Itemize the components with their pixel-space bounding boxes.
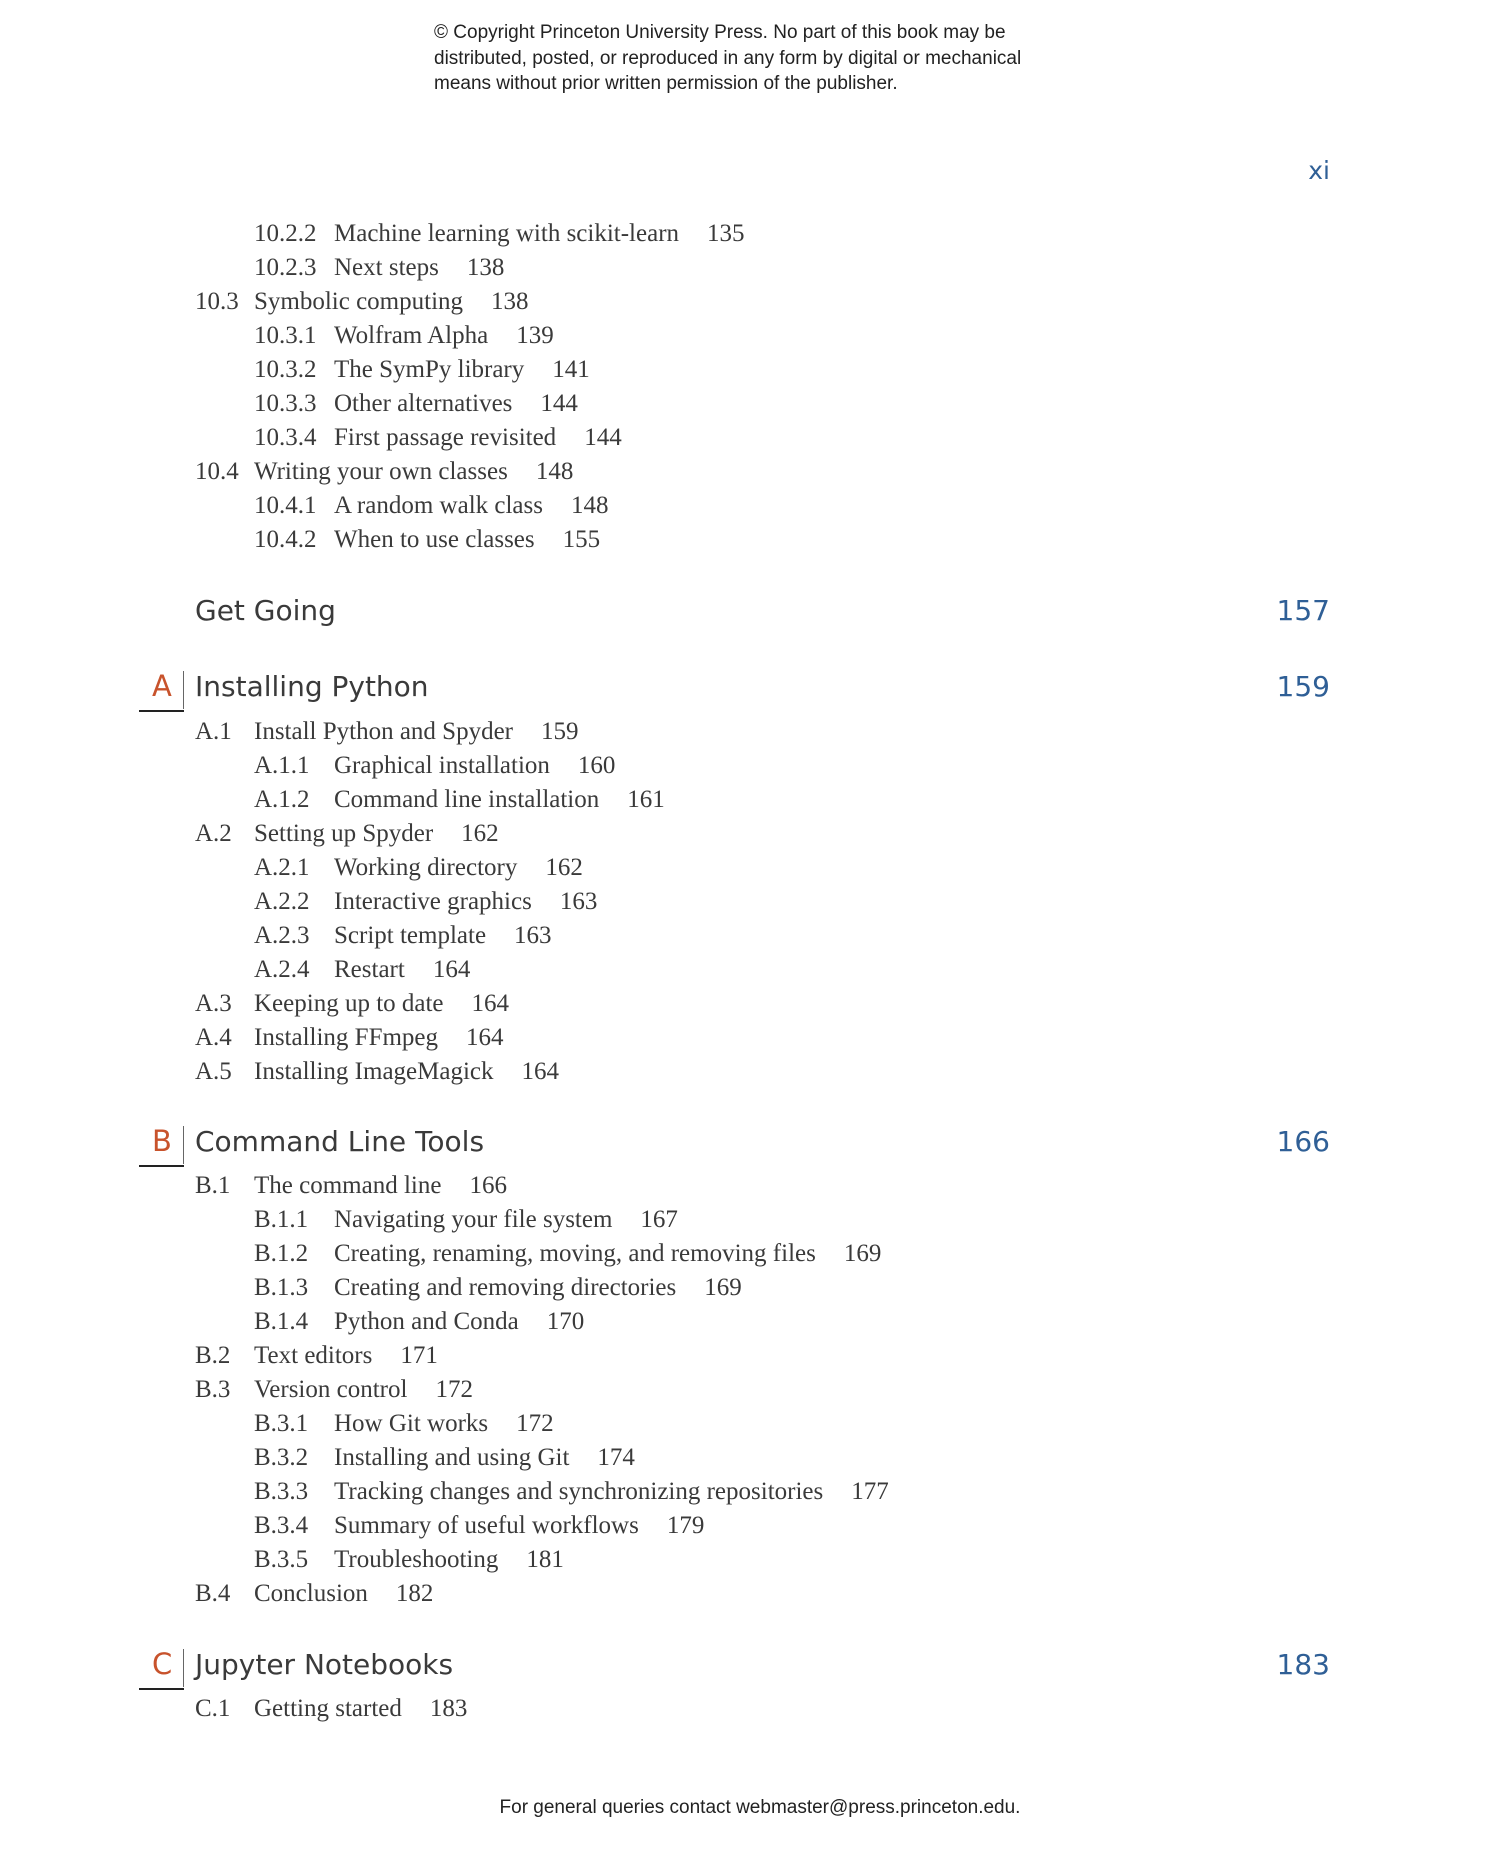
entry-title: Writing your own classes [254, 458, 508, 485]
toc-entry[interactable] [195, 1171, 507, 1201]
entry-number: 10.2.2 [254, 220, 317, 247]
entry-page: 170 [546, 1308, 585, 1335]
toc-entry[interactable] [254, 955, 470, 985]
entry-number: B.3.3 [254, 1478, 309, 1505]
entry-number: C.1 [195, 1695, 231, 1722]
entry-page: 172 [435, 1376, 473, 1403]
entry-title: Text editors [254, 1342, 373, 1369]
entry-page: 164 [471, 990, 510, 1017]
toc-entry[interactable] [254, 389, 578, 419]
toc-chapter-c[interactable] [137, 1645, 1330, 1689]
entry-number: A.3 [195, 990, 232, 1017]
entry-number: B.1 [195, 1172, 231, 1199]
toc-entry[interactable] [254, 491, 608, 521]
entry-page: 164 [466, 1024, 504, 1051]
entry-page: 164 [432, 956, 471, 983]
entry-number: B.2 [195, 1342, 231, 1369]
entry-page: 172 [516, 1410, 554, 1437]
copyright-notice [434, 20, 1134, 97]
entry-page: 144 [584, 424, 622, 451]
entry-number: 10.3.4 [254, 424, 317, 451]
entry-title: Navigating your file system [334, 1206, 613, 1233]
toc-entry[interactable] [254, 887, 597, 917]
toc-entry[interactable] [254, 751, 615, 781]
entry-title: Tracking changes and synchronizing repositories [334, 1478, 824, 1505]
toc-entry[interactable] [254, 1205, 678, 1235]
entry-page: 138 [466, 254, 505, 281]
toc-entry[interactable] [195, 1375, 473, 1405]
entry-page: 174 [597, 1444, 635, 1471]
entry-page: 138 [491, 288, 529, 315]
entry-number: B.1.4 [254, 1308, 309, 1335]
entry-number: 10.3 [195, 288, 239, 315]
entry-number: 10.3.2 [254, 356, 317, 383]
entry-page: 183 [429, 1695, 468, 1722]
entry-page: 148 [570, 492, 609, 519]
entry-number: B.4 [195, 1580, 231, 1607]
entry-title: The SymPy library [334, 356, 525, 383]
entry-title: Working directory [334, 854, 518, 881]
entry-title: Installing ImageMagick [254, 1058, 494, 1085]
entry-title: Machine learning with scikit-learn [334, 220, 680, 247]
entry-page: 162 [545, 854, 583, 881]
toc-chapter-a[interactable] [137, 667, 1330, 711]
toc-entry[interactable] [195, 1341, 438, 1371]
entry-number: B.1.1 [254, 1206, 309, 1233]
entry-number: A.2 [195, 820, 232, 847]
toc-entry[interactable] [195, 989, 509, 1019]
entry-title: First passage revisited [334, 424, 557, 451]
entry-title: Graphical installation [334, 752, 550, 779]
toc-entry[interactable] [195, 1579, 433, 1609]
toc-entry[interactable] [254, 1545, 564, 1575]
chapter-title: Jupyter Notebooks [195, 1648, 454, 1681]
entry-number: A.4 [195, 1024, 232, 1051]
entry-title: Script template [334, 922, 487, 949]
entry-page: 169 [843, 1240, 882, 1267]
entry-page: 164 [521, 1058, 560, 1085]
toc-entry[interactable] [254, 525, 600, 555]
entry-title: When to use classes [334, 526, 535, 553]
entry-title: Next steps [334, 254, 439, 281]
chapter-letter: B [152, 1124, 172, 1158]
entry-title: Python and Conda [334, 1308, 519, 1335]
entry-title: Setting up Spyder [254, 820, 434, 847]
entry-number: A.1 [195, 718, 232, 745]
entry-number: B.3.5 [254, 1546, 309, 1573]
entry-page: 181 [526, 1546, 564, 1573]
entry-number: 10.4.2 [254, 526, 317, 553]
entry-page: 148 [535, 458, 574, 485]
entry-page: 141 [552, 356, 590, 383]
toc-entry[interactable] [254, 1273, 742, 1303]
entry-number: A.2.2 [254, 888, 310, 915]
entry-number: B.1.2 [254, 1240, 309, 1267]
entry-title: Summary of useful workflows [334, 1512, 639, 1539]
entry-number: A.1.2 [254, 786, 310, 813]
entry-number: A.2.3 [254, 922, 310, 949]
entry-page: 169 [704, 1274, 742, 1301]
toc-entry[interactable] [195, 1023, 504, 1053]
toc-entry[interactable] [195, 819, 499, 849]
entry-page: 171 [400, 1342, 438, 1369]
entry-page: 167 [640, 1206, 678, 1233]
entry-number: A.1.1 [254, 752, 310, 779]
entry-title: A random walk class [334, 492, 543, 519]
entry-number: 10.3.1 [254, 322, 317, 349]
entry-page: 177 [851, 1478, 889, 1505]
entry-title: Keeping up to date [254, 990, 444, 1017]
entry-page: 166 [469, 1172, 507, 1199]
chapter-page: 183 [1276, 1648, 1330, 1681]
chapter-title: Command Line Tools [195, 1125, 485, 1158]
chapter-title: Installing Python [195, 670, 429, 703]
part-title: Get Going [195, 594, 336, 627]
entry-page: 179 [666, 1512, 705, 1539]
entry-page: 163 [559, 888, 598, 915]
toc-part[interactable] [195, 594, 1330, 634]
entry-page: 144 [540, 390, 578, 417]
entry-number: B.1.3 [254, 1274, 309, 1301]
entry-title: Other alternatives [334, 390, 513, 417]
entry-number: A.5 [195, 1058, 232, 1085]
entry-number: B.3.2 [254, 1444, 309, 1471]
entry-title: Install Python and Spyder [254, 718, 514, 745]
entry-title: Wolfram Alpha [334, 322, 489, 349]
entry-title: Creating, renaming, moving, and removing files [334, 1240, 816, 1267]
toc-entry[interactable] [254, 1409, 554, 1439]
entry-page: 135 [707, 220, 745, 247]
entry-number: 10.3.3 [254, 390, 317, 417]
entry-page: 163 [514, 922, 552, 949]
chapter-divider [183, 1649, 184, 1687]
entry-title: How Git works [334, 1410, 489, 1437]
entry-page: 161 [627, 786, 665, 813]
page-number: xi [1308, 156, 1330, 185]
toc-entry[interactable] [254, 1307, 584, 1337]
entry-page: 139 [516, 322, 554, 349]
entry-title: Installing FFmpeg [254, 1024, 439, 1051]
entry-page: 182 [395, 1580, 434, 1607]
entry-title: Version control [254, 1376, 408, 1403]
copyright-line: means without prior written permission of the publisher. [434, 73, 898, 94]
entry-title: The command line [254, 1172, 442, 1199]
entry-page: 159 [541, 718, 579, 745]
toc-entry[interactable] [195, 457, 573, 487]
entry-title: Interactive graphics [334, 888, 532, 915]
toc-entry[interactable] [254, 1443, 635, 1473]
chapter-underline [139, 1688, 184, 1690]
toc-entry[interactable] [195, 287, 529, 317]
toc-entry[interactable] [254, 423, 622, 453]
entry-number: A.2.4 [254, 956, 310, 983]
chapter-underline [139, 710, 184, 712]
entry-number: B.3.4 [254, 1512, 309, 1539]
toc-entry[interactable] [195, 1694, 467, 1724]
chapter-page: 159 [1276, 670, 1330, 703]
toc-entry[interactable] [195, 717, 579, 747]
toc-entry[interactable] [254, 219, 745, 249]
entry-number: B.3 [195, 1376, 231, 1403]
toc-entry[interactable] [254, 785, 665, 815]
toc-entry[interactable] [254, 355, 590, 385]
copyright-line: © Copyright Princeton University Press. No part of this book may be [434, 22, 1006, 43]
copyright-line: distributed, posted, or reproduced in any form by digital or mechanical [434, 47, 1022, 69]
toc-entry[interactable] [254, 253, 504, 283]
toc-entry[interactable] [254, 1477, 889, 1507]
entry-title: Creating and removing directories [334, 1274, 677, 1301]
chapter-underline [139, 1165, 184, 1167]
toc-entry[interactable] [195, 1057, 559, 1087]
toc-entry[interactable] [254, 321, 554, 351]
entry-number: A.2.1 [254, 854, 310, 881]
entry-page: 160 [577, 752, 616, 779]
chapter-letter: A [152, 669, 172, 703]
toc-entry[interactable] [254, 1239, 881, 1269]
footer-contact: For general queries contact webmaster@press.princeton.edu. [499, 1797, 1021, 1818]
chapter-divider [183, 671, 184, 709]
entry-title: Conclusion [254, 1580, 368, 1607]
entry-number: 10.4 [195, 458, 239, 485]
entry-number: B.3.1 [254, 1410, 309, 1437]
chapter-divider [183, 1126, 184, 1164]
entry-title: Troubleshooting [334, 1546, 499, 1573]
entry-title: Restart [334, 956, 405, 983]
entry-page: 155 [562, 526, 601, 553]
entry-title: Command line installation [334, 786, 600, 813]
chapter-page: 166 [1276, 1125, 1330, 1158]
entry-number: 10.4.1 [254, 492, 317, 519]
entry-title: Symbolic computing [254, 288, 464, 315]
part-page: 157 [1276, 594, 1330, 627]
entry-title: Getting started [254, 1695, 402, 1722]
toc-entry[interactable] [254, 853, 583, 883]
chapter-letter: C [152, 1647, 173, 1681]
toc-entry[interactable] [254, 921, 552, 951]
entry-page: 162 [461, 820, 499, 847]
entry-number: 10.2.3 [254, 254, 317, 281]
entry-title: Installing and using Git [334, 1444, 570, 1471]
toc-entry[interactable] [254, 1511, 704, 1541]
toc-chapter-b[interactable] [137, 1122, 1330, 1166]
